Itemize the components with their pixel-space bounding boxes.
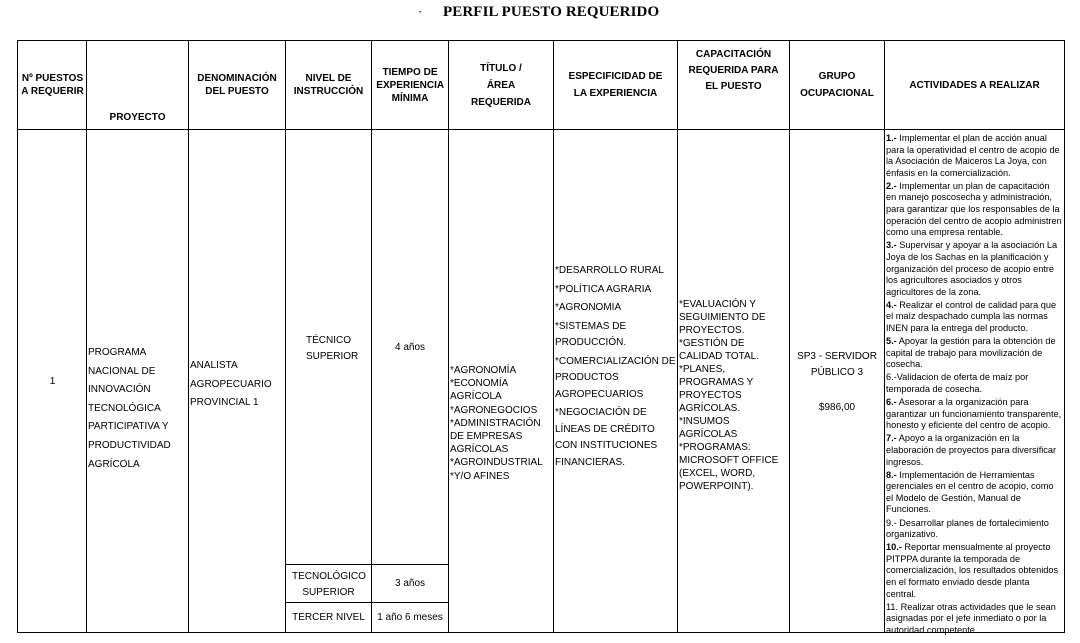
cell-tiempo-1: 4 años bbox=[394, 342, 426, 353]
header-tiempo: TIEMPO DE EXPERIENCIA MÍNIMA bbox=[376, 66, 445, 104]
actividad-item: 4.- Realizar el control de calidad para que el maíz despachado cumpla las normas INEN para la entrega del producto. bbox=[886, 299, 1057, 333]
especificidad-item: *COMERCIALIZACIÓN DE PRODUCTOS AGROPECUARIOS bbox=[555, 355, 676, 400]
especificidad-item: *SISTEMAS DE PRODUCCIÓN. bbox=[555, 320, 627, 348]
actividad-item: 7.- Apoyo a la organización en la elaboración de proyectos para diversificar ingresos. bbox=[886, 433, 1057, 467]
header-n-puestos: Nº PUESTOS A REQUERIR bbox=[21, 73, 84, 97]
actividad-item: 6.-Validacion de oferta de maíz por temporada de cosecha. bbox=[886, 372, 1029, 394]
page-title: PERFIL PUESTO REQUERIDO bbox=[443, 4, 660, 20]
cell-nivel-2: TECNOLÓGICO SUPERIOR bbox=[292, 571, 366, 598]
titulo-item: *Y/O AFINES bbox=[450, 470, 510, 482]
actividad-item: 11. Realizar otras actividades que le sean asignadas por el jefe inmediato o por la autoridad competente. bbox=[886, 601, 1056, 635]
header-titulo-line2: ÁREA bbox=[486, 79, 516, 91]
titulo-item: *ECONOMÍA AGRÍCOLA bbox=[450, 378, 508, 403]
cell-tiempo-2: 3 años bbox=[394, 578, 426, 589]
header-grupo: GRUPO OCUPACIONAL bbox=[800, 71, 874, 99]
cell-capacitacion bbox=[679, 298, 789, 493]
title-bullet: · bbox=[418, 4, 423, 19]
titulo-item: *AGROINDUSTRIAL bbox=[450, 457, 543, 469]
actividad-item: 2.- Implementar un plan de capacitación en manejo poscosecha y administración, para garantizar que los responsables de la operación del centro de acopio administren como una empresa rentable. bbox=[886, 180, 1062, 238]
header-capacitacion: CAPACITACIÓN REQUERIDA PARA EL PUESTO bbox=[688, 49, 779, 92]
especificidad-item: *NEGOCIACIÓN DE LÍNEAS DE CRÉDITO CON INSTITUCIONES FINANCIERAS. bbox=[555, 407, 658, 468]
header-actividades: ACTIVIDADES A REALIZAR bbox=[909, 79, 1040, 91]
level-divider bbox=[285, 602, 448, 603]
titulo-item: *ADMINISTRACIÓN DE EMPRESAS AGRÍCOLAS bbox=[450, 417, 541, 456]
actividad-item: 5.- Apoyar la gestión para la obtención de capital de trabajo para movilización de cosecha. bbox=[886, 336, 1056, 370]
titulo-item: *AGRONEGOCIOS bbox=[450, 404, 538, 416]
especificidad-item: *AGRONOMIA bbox=[555, 302, 622, 313]
actividad-item: 3.- Supervisar y apoyar a la asociación La Joya de los Sachas en la planificación y organización del proceso de acopio entre los agricultores asociados y otros agricultores de la zona. bbox=[886, 240, 1058, 297]
cell-actividades bbox=[886, 133, 1064, 638]
actividad-item: 1.- Implementar el plan de acción anual para la operatividad el centro de acopio de la Asociación de Maiceros La Joya, con énfasis en la comercialización. bbox=[886, 133, 1060, 178]
especificidad-item: *POLÍTICA AGRARIA bbox=[555, 283, 652, 295]
actividad-item: 10.- Reportar mensualmente al proyecto PITPPA durante la temporada de comercialización, los resultados obtenidos en el formato enviado desde planta central. bbox=[886, 542, 1059, 599]
header-especificidad: ESPECIFICIDAD DE LA EXPERIENCIA bbox=[568, 71, 663, 99]
title-row bbox=[0, 4, 1080, 24]
header-titulo-line3: REQUERIDA bbox=[470, 96, 531, 108]
capacitacion-item: *PROGRAMAS: MICROSOFT OFFICE (EXCEL, WORD, POWERPOINT). bbox=[679, 442, 779, 492]
cell-nivel-3: TERCER NIVEL bbox=[292, 612, 365, 623]
especificidad-item: *DESARROLLO RURAL bbox=[555, 265, 664, 276]
cell-denominacion: ANALISTA AGROPECUARIO PROVINCIAL 1 bbox=[190, 360, 272, 408]
capacitacion-item: *INSUMOS AGRÍCOLAS bbox=[679, 416, 738, 440]
actividad-item: 9.- Desarrollar planes de fortalecimiento organizativo. bbox=[886, 517, 1049, 540]
level-divider bbox=[285, 564, 448, 565]
cell-grupo: SP3 - SERVIDOR PÚBLICO 3 bbox=[797, 351, 877, 378]
header-divider bbox=[18, 129, 1064, 130]
capacitacion-item: *EVALUACIÓN Y SEGUIMIENTO DE PROYECTOS. bbox=[679, 299, 766, 336]
header-titulo-line1: TÍTULO / bbox=[480, 62, 522, 74]
titulo-item: *AGRONOMÍA bbox=[450, 365, 517, 376]
cell-salario: $986,00 bbox=[818, 402, 856, 413]
actividad-item: 6.- Asesorar a la organización para garantizar un funcionamiento transparente, honesto y eficiente del centro de acopio. bbox=[886, 397, 1062, 431]
cell-titulos bbox=[450, 364, 553, 483]
cell-especificidad bbox=[555, 263, 676, 471]
header-titulo bbox=[449, 41, 553, 129]
header-denominacion: DENOMINACIÓN DEL PUESTO bbox=[197, 73, 277, 97]
cell-proyecto: PROGRAMA NACIONAL DE INNOVACIÓN TECNOLÓGICA PARTICIPATIVA Y PRODUCTIVIDAD AGRÍCOLA bbox=[88, 347, 171, 470]
header-proyecto: PROYECTO bbox=[109, 112, 166, 123]
capacitacion-item: *GESTIÓN DE CALIDAD TOTAL. bbox=[679, 338, 760, 362]
cell-nivel-1: TÉCNICO SUPERIOR bbox=[306, 335, 359, 362]
actividad-item: 8.- Implementación de Herramientas gerenciales en el centro de acopio, como el Modelo de Gestión, Manual de Funciones. bbox=[886, 469, 1054, 515]
capacitacion-item: *PLANES, PROGRAMAS Y PROYECTOS AGRÍCOLAS. bbox=[679, 364, 754, 414]
profile-table bbox=[17, 40, 1065, 633]
cell-n-puestos: 1 bbox=[49, 376, 56, 387]
cell-tiempo-3: 1 año 6 meses bbox=[377, 612, 443, 623]
header-nivel: NIVEL DE INSTRUCCIÓN bbox=[293, 73, 364, 97]
